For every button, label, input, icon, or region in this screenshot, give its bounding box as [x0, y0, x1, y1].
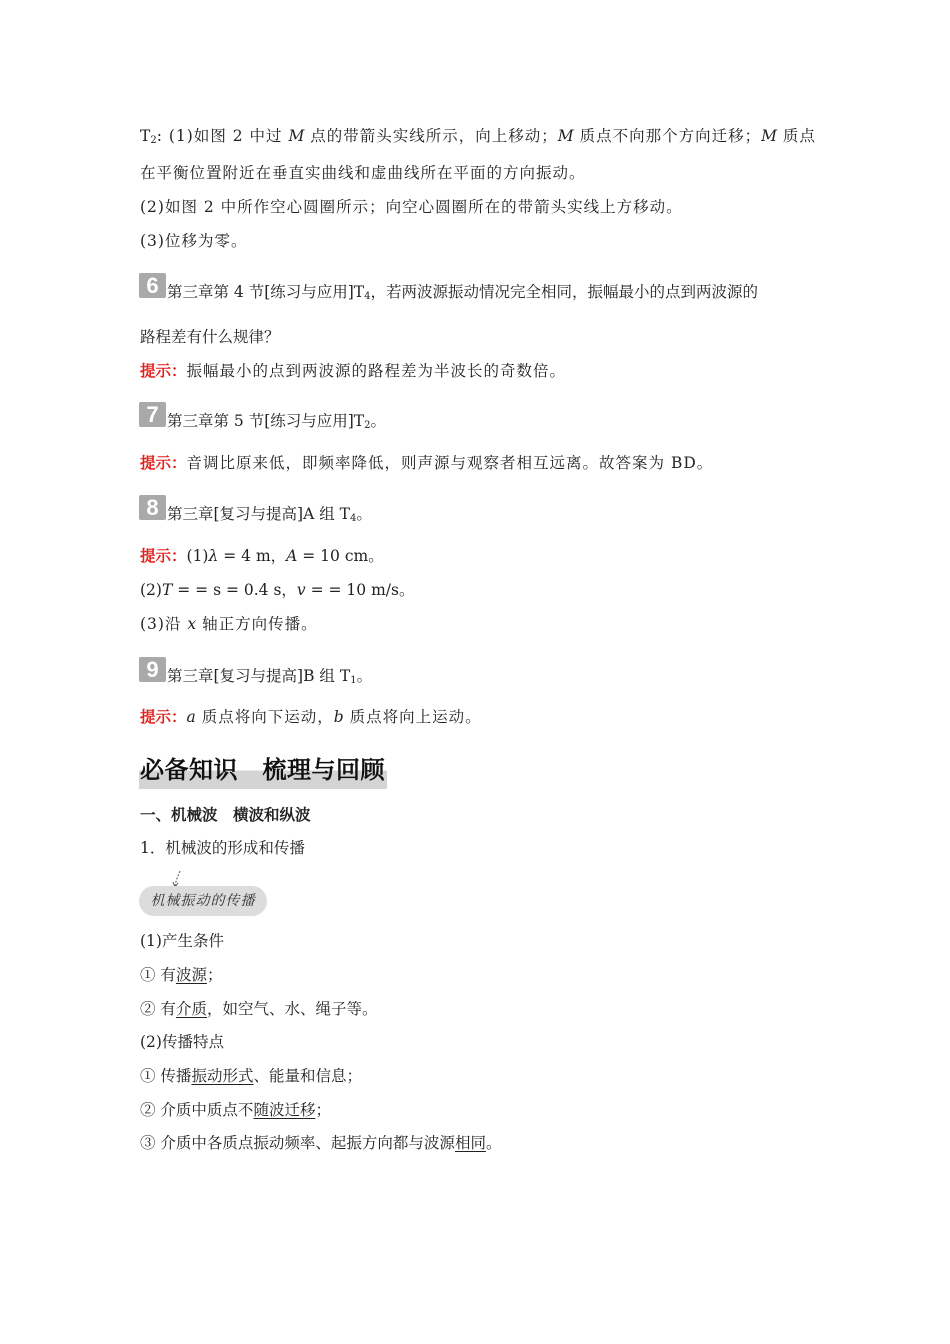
heading-mechanical-wave: 一、机械波 横波和纵波	[140, 806, 311, 824]
q6-hint: 提示：振幅最小的点到两波源的路程差为半波长的奇数倍。	[140, 362, 567, 380]
concept-tag[interactable]: 机械振动的传播	[139, 886, 267, 916]
t2-line-2: 在平衡位置附近在垂直实曲线和虚曲线所在平面的方向振动。	[140, 164, 586, 182]
condition-2: ② 有介质，如空气、水、绳子等。	[140, 1000, 378, 1018]
subheading-formation: 1．机械波的形成和传播	[140, 839, 305, 857]
q7-hint: 提示：音调比原来低，即频率降低，则声源与观察者相互远离。故答案为 BD。	[140, 454, 714, 472]
t2-line-4: (3)位移为零。	[140, 232, 248, 250]
q8-text: 第三章[复习与提高]A 组 $T_4$。	[167, 505, 372, 524]
question-number-badge: 8	[139, 495, 166, 520]
q8-hint-line-3: (3)沿 x 轴正方向传播。	[140, 615, 318, 633]
production-conditions: (1)产生条件	[140, 932, 224, 950]
feature-3: ③ 介质中各质点振动频率、起振方向都与波源相同。	[140, 1134, 502, 1152]
q9-text: 第三章[复习与提高]B 组 $T_1$。	[167, 667, 373, 686]
q6-text-2: 路程差有什么规律？	[140, 328, 280, 346]
q8-hint-line-2: (2)T = = s = 0.4 s，v = = 10 m/s。	[140, 581, 415, 599]
q8-hint-line-1: 提示：(1)λ = 4 m，A = 10 cm。	[140, 547, 384, 565]
section-title: 必备知识 梳理与回顾	[139, 748, 387, 789]
question-number-badge: 7	[139, 402, 166, 427]
condition-1: ① 有波源；	[140, 966, 223, 984]
q6-text: 第三章第 4 节[练习与应用]$T_4$，若两波源振动情况完全相同，振幅最小的点到两波源的	[167, 283, 759, 302]
t2-line-1: $T_2$: (1)如图 2 中过 M 点的带箭头实线所示，向上移动；M 质点不向那个方向迁移；M 质点	[140, 127, 816, 146]
propagation-features: (2)传播特点	[140, 1033, 224, 1051]
question-number-badge: 9	[139, 657, 166, 682]
feature-2: ② 介质中质点不随波迁移；	[140, 1101, 331, 1119]
q9-hint: 提示：a 质点将向下运动，b 质点将向上运动。	[140, 708, 482, 726]
q7-text: 第三章第 5 节[练习与应用]$T_2$。	[167, 412, 387, 431]
t2-line-3: (2)如图 2 中所作空心圆圈所示；向空心圆圈所在的带箭头实线上方移动。	[140, 198, 683, 216]
question-number-badge: 6	[139, 273, 166, 298]
feature-1: ① 传播振动形式、能量和信息；	[140, 1067, 362, 1085]
